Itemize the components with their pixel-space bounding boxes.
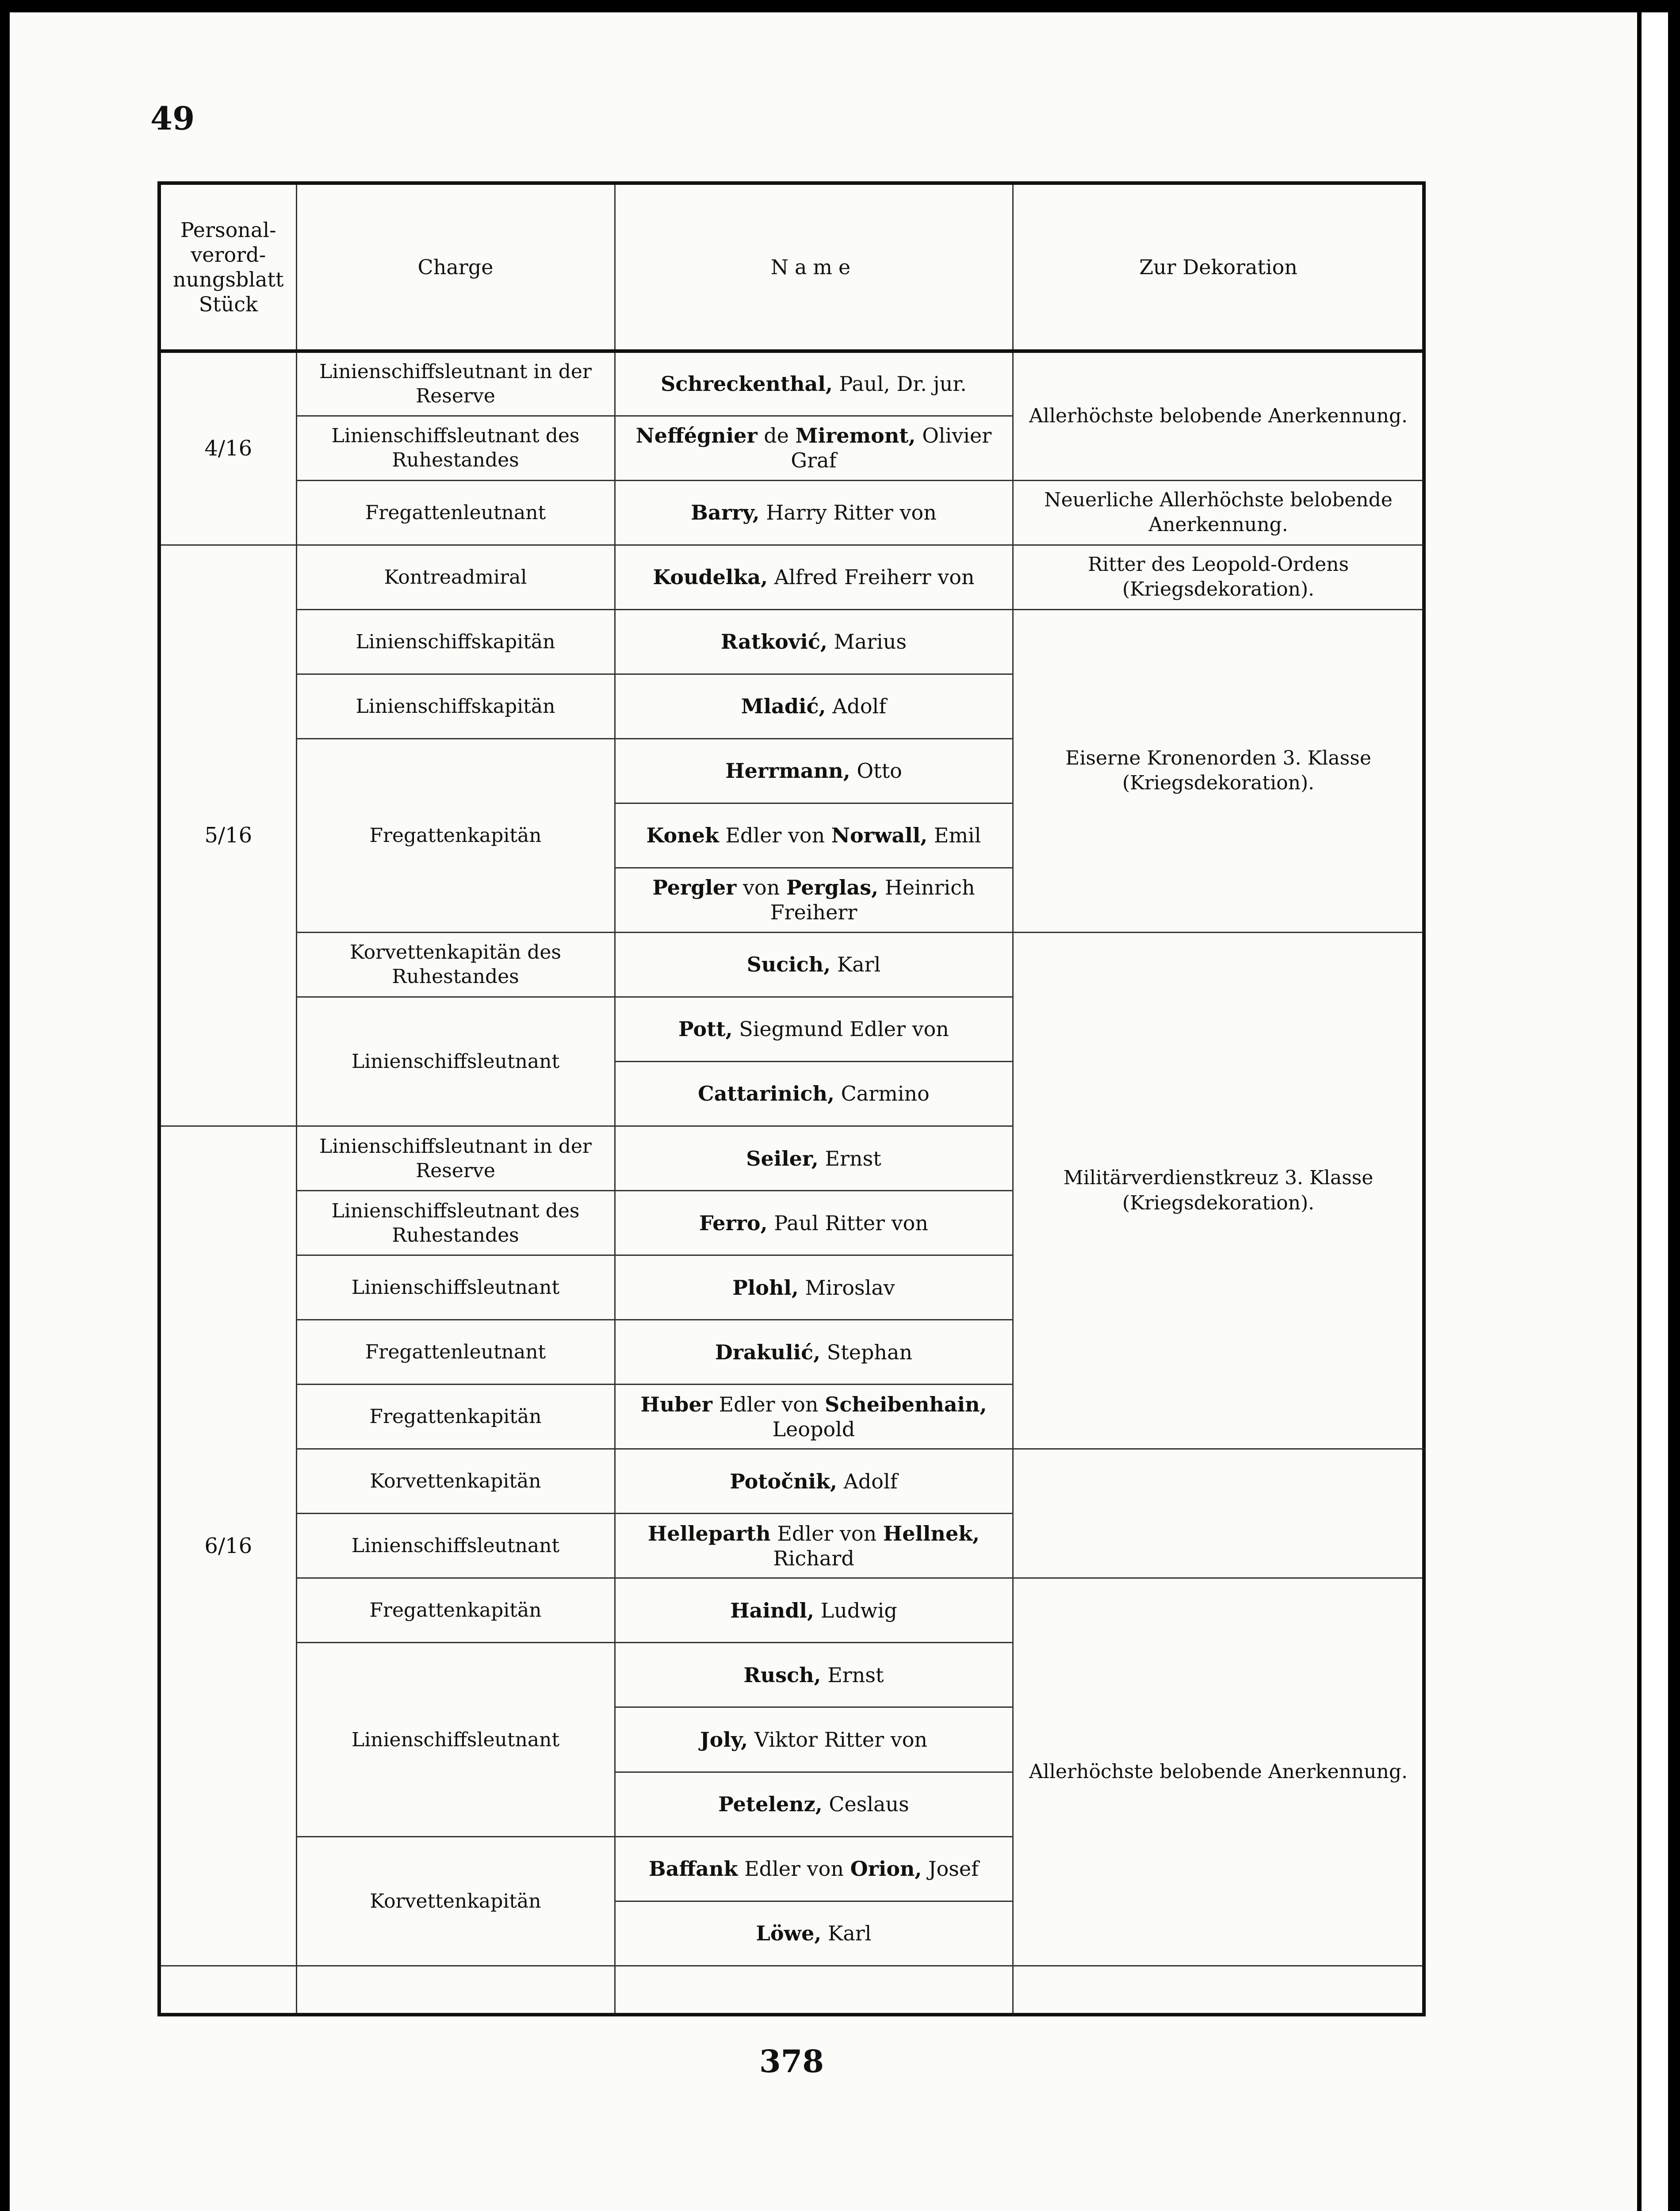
given-name: Paul Ritter von (774, 1211, 928, 1235)
surname: Potočnik, (730, 1469, 838, 1493)
name-cell (615, 1449, 1013, 1514)
surname: Pott, (678, 1017, 733, 1041)
given-name: Ceslaus (829, 1792, 909, 1816)
surname: Petelenz, (718, 1792, 823, 1816)
given-name: Otto (857, 759, 902, 783)
stueck-cell: 5/16 (159, 545, 296, 1126)
given-name: Josef (928, 1857, 979, 1881)
charge-cell: Linienschiffsleutnant in der Reserve (296, 1126, 615, 1191)
surname: Sucich, (746, 952, 831, 977)
page-number-top: 49 (150, 99, 195, 137)
charge-cell: Kontreadmiral (296, 545, 615, 609)
name-cell (615, 803, 1013, 868)
decoration-register-table (157, 181, 1426, 2016)
name-cell (615, 738, 1013, 803)
given-name: Adolf (832, 694, 887, 719)
surname: Seiler, (746, 1146, 819, 1171)
given-name: Carmino (841, 1082, 930, 1106)
empty-cell (1013, 1966, 1424, 2015)
name-cell (615, 997, 1013, 1061)
name-cell (615, 1772, 1013, 1836)
header-charge: Charge (296, 183, 615, 351)
surname: Pergler (652, 876, 737, 900)
name-cell (615, 1385, 1013, 1449)
name-particle: de (764, 423, 789, 448)
surname: Helleparth (647, 1521, 771, 1545)
name-cell (615, 1901, 1013, 1966)
surname: Scheibenhain, (825, 1392, 987, 1416)
given-name: Olivier Graf (791, 423, 992, 473)
given-name: Emil (934, 823, 981, 848)
given-name: Alfred Freiherr von (774, 565, 975, 589)
charge-cell: Linienschiffsleutnant in der Reserve (296, 351, 615, 416)
given-name: Adolf (843, 1469, 898, 1493)
charge-cell: Linienschiffskapitän (296, 609, 615, 674)
surname: Neffégnier (635, 423, 758, 448)
empty-cell (615, 1966, 1013, 2015)
given-name: Karl (837, 952, 881, 977)
surname: Barry, (691, 501, 760, 525)
surname: Plohl, (732, 1275, 799, 1300)
charge-cell: Korvettenkapitän (296, 1836, 615, 1966)
surname: Ferro, (699, 1211, 768, 1235)
name-cell (615, 351, 1013, 416)
surname: Konek (646, 823, 719, 848)
surname: Drakulić, (715, 1340, 821, 1364)
name-cell (615, 868, 1013, 932)
surname: Ratković, (720, 630, 828, 654)
name-cell (615, 1578, 1013, 1643)
given-name: Ernst (827, 1663, 884, 1687)
empty-cell (296, 1966, 615, 2015)
name-particle: Edler von (719, 1392, 819, 1416)
stueck-cell: 4/16 (159, 351, 296, 545)
given-name: Paul, Dr. jur. (839, 372, 967, 396)
name-cell (615, 609, 1013, 674)
name-cell (615, 1126, 1013, 1191)
given-name: Marius (834, 630, 907, 654)
surname: Schreckenthal, (661, 372, 833, 396)
surname: Löwe, (756, 1921, 822, 1946)
name-cell (615, 1707, 1013, 1772)
given-name: Ernst (825, 1146, 881, 1171)
given-name: Leopold (772, 1417, 855, 1441)
name-particle: von (743, 876, 780, 900)
name-cell (615, 1643, 1013, 1707)
name-cell (615, 545, 1013, 609)
adjacent-page-edge (1642, 12, 1668, 2211)
charge-cell: Linienschiffsleutnant (296, 1514, 615, 1578)
given-name: Karl (828, 1921, 872, 1946)
surname: Rusch, (743, 1663, 821, 1687)
charge-cell: Linienschiffskapitän (296, 674, 615, 738)
name-cell (615, 674, 1013, 738)
header-name: Name (615, 183, 1013, 351)
surname: Cattarinich, (698, 1082, 834, 1106)
name-particle: Edler von (725, 823, 825, 848)
given-name: Miroslav (805, 1275, 895, 1300)
header-dekoration: Zur Dekoration (1013, 183, 1424, 351)
charge-cell: Linienschiffsleutnant des Ruhestandes (296, 1191, 615, 1255)
given-name: Ludwig (820, 1598, 897, 1622)
header-stueck: Personal-verord-nungsblatt Stück (159, 183, 296, 351)
surname: Hellnek, (883, 1521, 980, 1545)
dekoration-cell: Allerhöchste belobende Anerkennung. (1013, 1578, 1424, 1966)
charge-cell: Fregattenkapitän (296, 738, 615, 932)
name-cell (615, 932, 1013, 997)
dekoration-cell: Allerhöchste belobende Anerkennung. (1013, 351, 1424, 480)
surname: Koudelka, (653, 565, 768, 589)
name-cell (615, 1191, 1013, 1255)
surname: Herrmann, (725, 759, 850, 783)
given-name: Viktor Ritter von (754, 1727, 928, 1752)
name-cell (615, 1514, 1013, 1578)
name-cell (615, 480, 1013, 545)
charge-cell: Linienschiffsleutnant (296, 997, 615, 1126)
name-cell (615, 1062, 1013, 1126)
empty-cell (159, 1966, 296, 2015)
name-cell (615, 416, 1013, 480)
name-particle: Edler von (744, 1857, 844, 1881)
surname: Orion, (850, 1857, 922, 1881)
charge-cell: Korvettenkapitän (296, 1449, 615, 1514)
name-cell (615, 1255, 1013, 1320)
name-cell (615, 1836, 1013, 1901)
surname: Baffank (648, 1857, 738, 1881)
charge-cell: Linienschiffsleutnant des Ruhestandes (296, 416, 615, 480)
given-name: Richard (773, 1546, 854, 1570)
charge-cell: Linienschiffsleutnant (296, 1643, 615, 1836)
surname: Huber (640, 1392, 712, 1416)
charge-cell: Fregattenkapitän (296, 1578, 615, 1643)
dekoration-cell: Eiserne Kronenorden 3. Klasse (Kriegsdekoration). (1013, 609, 1424, 932)
surname: Haindl, (730, 1598, 815, 1622)
surname: Joly, (700, 1727, 748, 1752)
charge-cell: Fregattenkapitän (296, 1385, 615, 1449)
charge-cell: Korvettenkapitän des Ruhestandes (296, 932, 615, 997)
charge-cell: Fregattenleutnant (296, 480, 615, 545)
dekoration-cell: Ritter des Leopold-Ordens (Kriegsdekoration). (1013, 545, 1424, 609)
charge-cell: Linienschiffsleutnant (296, 1255, 615, 1320)
given-name: Harry Ritter von (766, 501, 937, 525)
stueck-cell: 6/16 (159, 1126, 296, 1966)
charge-cell: Fregattenleutnant (296, 1320, 615, 1385)
page-number-bottom: 378 (759, 2043, 824, 2080)
given-name: Heinrich Freiherr (770, 876, 975, 925)
name-cell (615, 1320, 1013, 1385)
surname: Miremont, (795, 423, 916, 448)
dekoration-cell: Militärverdienstkreuz 3. Klasse (Kriegsdekoration). (1013, 932, 1424, 1449)
surname: Perglas, (786, 876, 879, 900)
given-name: Siegmund Edler von (739, 1017, 949, 1041)
surname: Mladić, (741, 694, 826, 719)
surname: Norwall, (831, 823, 928, 848)
given-name: Stephan (827, 1340, 913, 1364)
name-particle: Edler von (777, 1521, 877, 1545)
dekoration-cell: Neuerliche Allerhöchste belobende Anerkennung. (1013, 480, 1424, 545)
